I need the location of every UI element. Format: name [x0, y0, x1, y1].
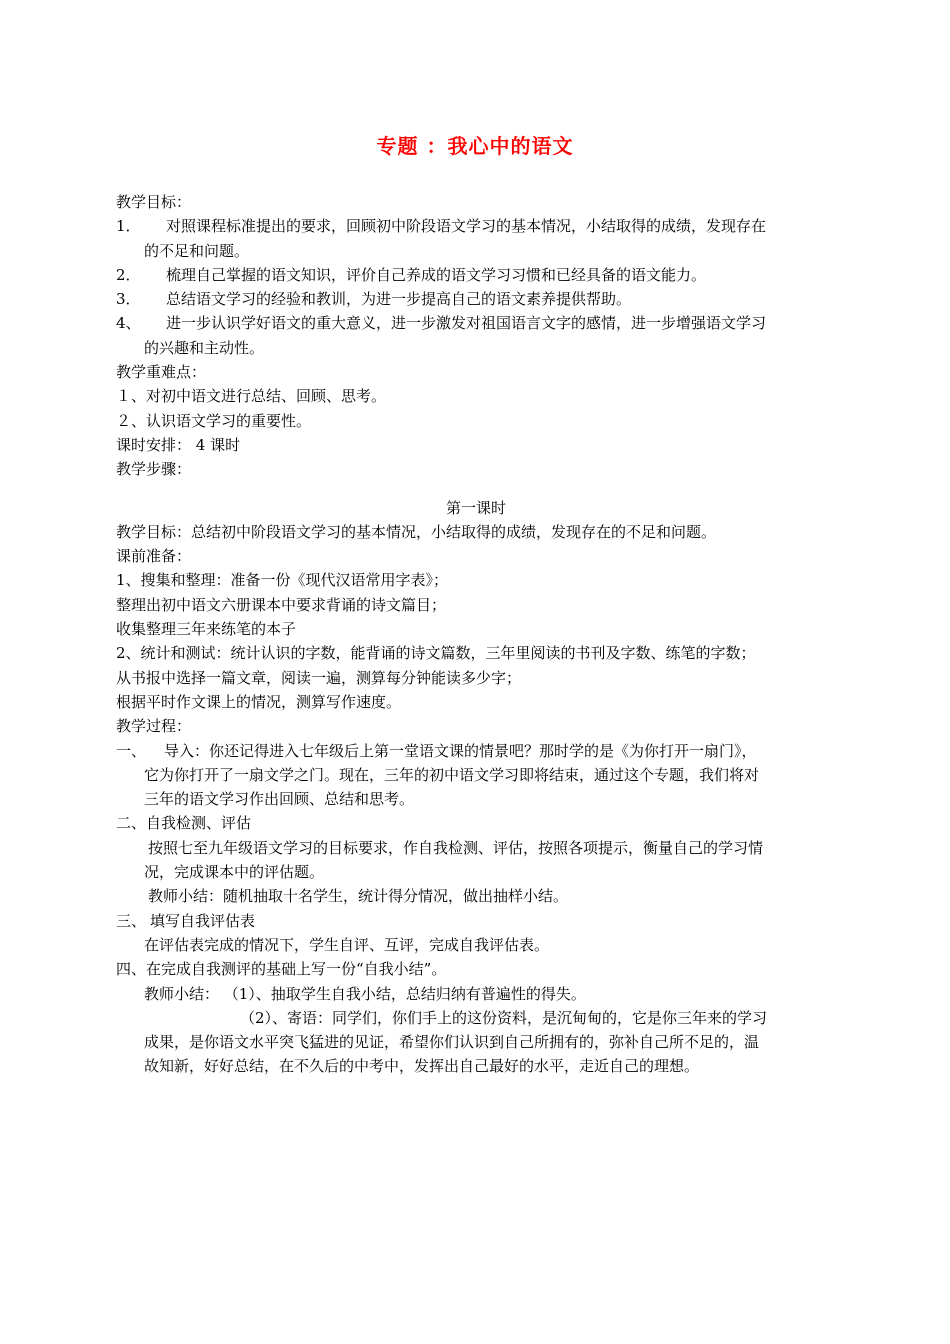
goal-text-continued: 的兴趣和主动性。: [144, 338, 265, 357]
key-points-heading: 教学重难点：: [116, 363, 207, 382]
prep-item: 收集整理三年来练笔的本子: [116, 620, 297, 639]
goal-item: [116, 287, 836, 311]
goal-text: 对照课程标准提出的要求，回顾初中阶段语文学习的基本情况，小结取得的成绩，发现存在: [166, 217, 767, 236]
goal-item: [116, 263, 836, 287]
schedule: 课时安排： 4 课时: [116, 435, 241, 454]
goal-number: 2．: [116, 265, 141, 284]
prep-item: 从书报中选择一篇文章，阅读一遍，测算每分钟能读多少字；: [116, 668, 522, 687]
step-text: 按照七至九年级语文学习的目标要求，作自我检测、评估，按照各项提示，衡量自己的学习情: [148, 838, 764, 857]
goal-item: [116, 214, 836, 238]
steps-heading: 教学步骤：: [116, 460, 192, 479]
goal-number: 3．: [116, 290, 141, 309]
goals-heading: 教学目标：: [116, 193, 192, 211]
spacer: [116, 482, 836, 496]
key-point-item: ２、认识语文学习的重要性。: [116, 411, 312, 430]
process-step-3-heading: [116, 909, 836, 933]
goal-text-continued: 的不足和问题。: [144, 241, 250, 260]
lesson-heading: 第一课时: [445, 498, 506, 517]
process-step-2-heading: 二、自我检测、评估: [116, 814, 252, 833]
key-point-item: １、对初中语文进行总结、回顾、思考。: [116, 387, 387, 406]
step-text-continued: 它为你打开了一扇文学之门。现在，三年的初中语文学习即将结束，通过这个专题，我们将对: [144, 765, 760, 784]
lesson-goal: 教学目标：总结初中阶段语文学习的基本情况，小结取得的成绩，发现存在的不足和问题。: [116, 522, 717, 541]
process-step-1: [116, 739, 836, 763]
goal-number: 1．: [116, 217, 141, 236]
prep-item: 整理出初中语文六册课本中要求背诵的诗文篇目；: [116, 595, 447, 614]
goal-text: 进一步认识学好语文的重大意义，进一步激发对祖国语言文字的感情，进一步增强语文学习: [166, 314, 767, 333]
closing-message: （2）、寄语：同学们，你们手上的这份资料，是沉甸甸的，它是你三年来的学习: [240, 1008, 768, 1027]
goal-text: 梳理自己掌握的语文知识，评价自己养成的语文学习习惯和已经具备的语文能力。: [166, 265, 707, 284]
document-title: 专题 ：我心中的语文: [376, 134, 574, 158]
closing-message-continued: 成果，是你语文水平突飞猛进的见证，希望你们认识到自己所拥有的，弥补自己所不足的，温: [144, 1033, 760, 1052]
step-text: 在评估表完成的情况下，学生自评、互评，完成自我评估表。: [144, 935, 550, 954]
document-body: [116, 190, 836, 1079]
goal-number: 4、: [116, 314, 141, 333]
prep-item: 2、统计和测试：统计认识的字数，能背诵的诗文篇数，三年里阅读的书刊及字数、练笔的字数；: [116, 644, 756, 663]
teacher-summary: 教师小结：随机抽取十名学生，统计得分情况，做出抽样小结。: [148, 887, 569, 906]
step-text: 导入：你还记得进入七年级后上第一堂语文课的情景吧？那时学的是《为你打开一扇门》，: [164, 741, 757, 760]
teacher-summary: 教师小结： （1）、抽取学生自我小结，总结归纳有普遍性的得失。: [144, 984, 586, 1003]
prep-item: 1、搜集和整理：准备一份《现代汉语常用字表》；: [116, 571, 449, 590]
closing-message-continued: 故知新，好好总结，在不久后的中考中，发挥出自己最好的水平，走近自己的理想。: [144, 1057, 700, 1076]
prep-item: 根据平时作文课上的情况，测算写作速度。: [116, 692, 402, 711]
process-heading: 教学过程：: [116, 717, 192, 736]
step-text-continued: 况，完成课本中的评估题。: [144, 863, 325, 882]
step-number: 一、: [116, 741, 147, 760]
goal-item: [116, 311, 836, 335]
step-number: 三、: [116, 911, 147, 930]
prep-heading: 课前准备：: [116, 547, 192, 566]
step-text-continued: 三年的语文学习作出回顾、总结和思考。: [144, 790, 415, 809]
process-step-4-heading: 四、在完成自我测评的基础上写一份“自我小结”。: [116, 960, 447, 979]
step-heading-text: 填写自我评估表: [150, 911, 256, 930]
goal-text: 总结语文学习的经验和教训，为进一步提高自己的语文素养提供帮助。: [166, 290, 632, 309]
